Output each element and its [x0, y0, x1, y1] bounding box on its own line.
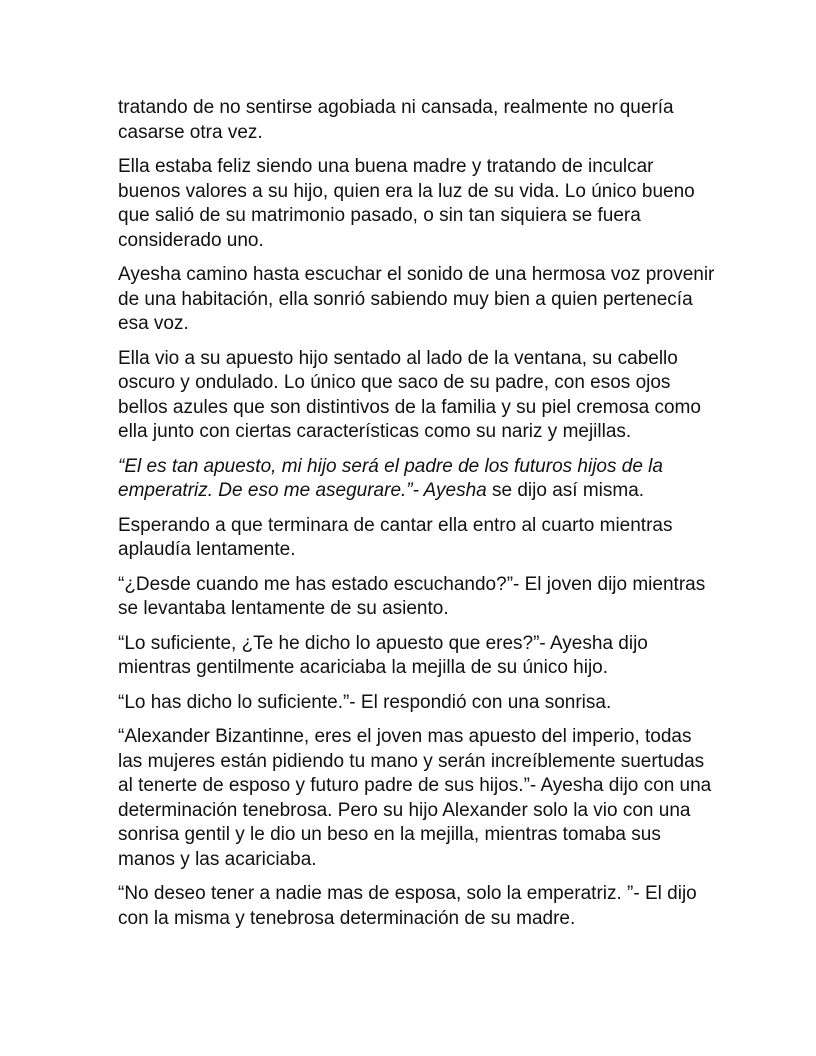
paragraph: “Lo has dicho lo suficiente.”- El respondió con una sonrisa.	[118, 691, 612, 713]
paragraph: “Lo suficiente, ¿Te he dicho lo apuesto que eres?”- Ayesha dijo mientras gentilmente acariciaba la mejilla de su único hijo.	[118, 632, 648, 678]
paragraph: Ella estaba feliz siendo una buena madre y tratando de inculcar buenos valores a su hijo, quien era la luz de su vida. Lo único bueno que salió de su matrimonio pasado, o sin tan siquiera se fuera considerado uno.	[118, 156, 695, 251]
paragraph: Ella vio a su apuesto hijo sentado al lado de la ventana, su cabello oscuro y ondulado. Lo único que saco de su padre, con esos ojos bellos azules que son distintivos de la familia y su piel cremosa como ella junto con ciertas características como su nariz y mejillas.	[118, 347, 701, 442]
paragraph: “Alexander Bizantinne, eres el joven mas apuesto del imperio, todas las mujeres están pidiendo tu mano y serán increíblemente suertudas al tenerte de esposo y futuro padre de sus hijos.”- Ayesha dijo con una determinación tenebrosa. Pero su hijo Alexander solo la vio con una sonrisa gentil y le dio un beso en la mejilla, mientras tomaba sus manos y las acariciaba.	[118, 726, 712, 870]
document-page	[118, 96, 728, 941]
paragraph: “¿Desde cuando me has estado escuchando?”- El joven dijo mientras se levantaba lentamente de su asiento.	[118, 573, 706, 619]
paragraph: tratando de no sentirse agobiada ni cansada, realmente no quería casarse otra vez.	[118, 97, 674, 143]
paragraph: Esperando a que terminara de cantar ella entro al cuarto mientras aplaudía lentamente.	[118, 514, 673, 560]
italic-thought-paragraph	[118, 455, 728, 504]
paragraph-tail: se dijo así misma.	[486, 480, 645, 501]
paragraph: “No deseo tener a nadie mas de esposa, solo la emperatriz. ”- El dijo con la misma y tenebrosa determinación de su madre.	[118, 883, 697, 929]
paragraph: Ayesha camino hasta escuchar el sonido de una hermosa voz provenir de una habitación, ella sonrió sabiendo muy bien a quien pertenecía esa voz.	[118, 264, 715, 334]
italic-quote: “El es tan apuesto, mi hijo será el padre de los futuros hijos de la emperatriz. De eso me asegurare.”- Ayesha	[118, 455, 663, 501]
